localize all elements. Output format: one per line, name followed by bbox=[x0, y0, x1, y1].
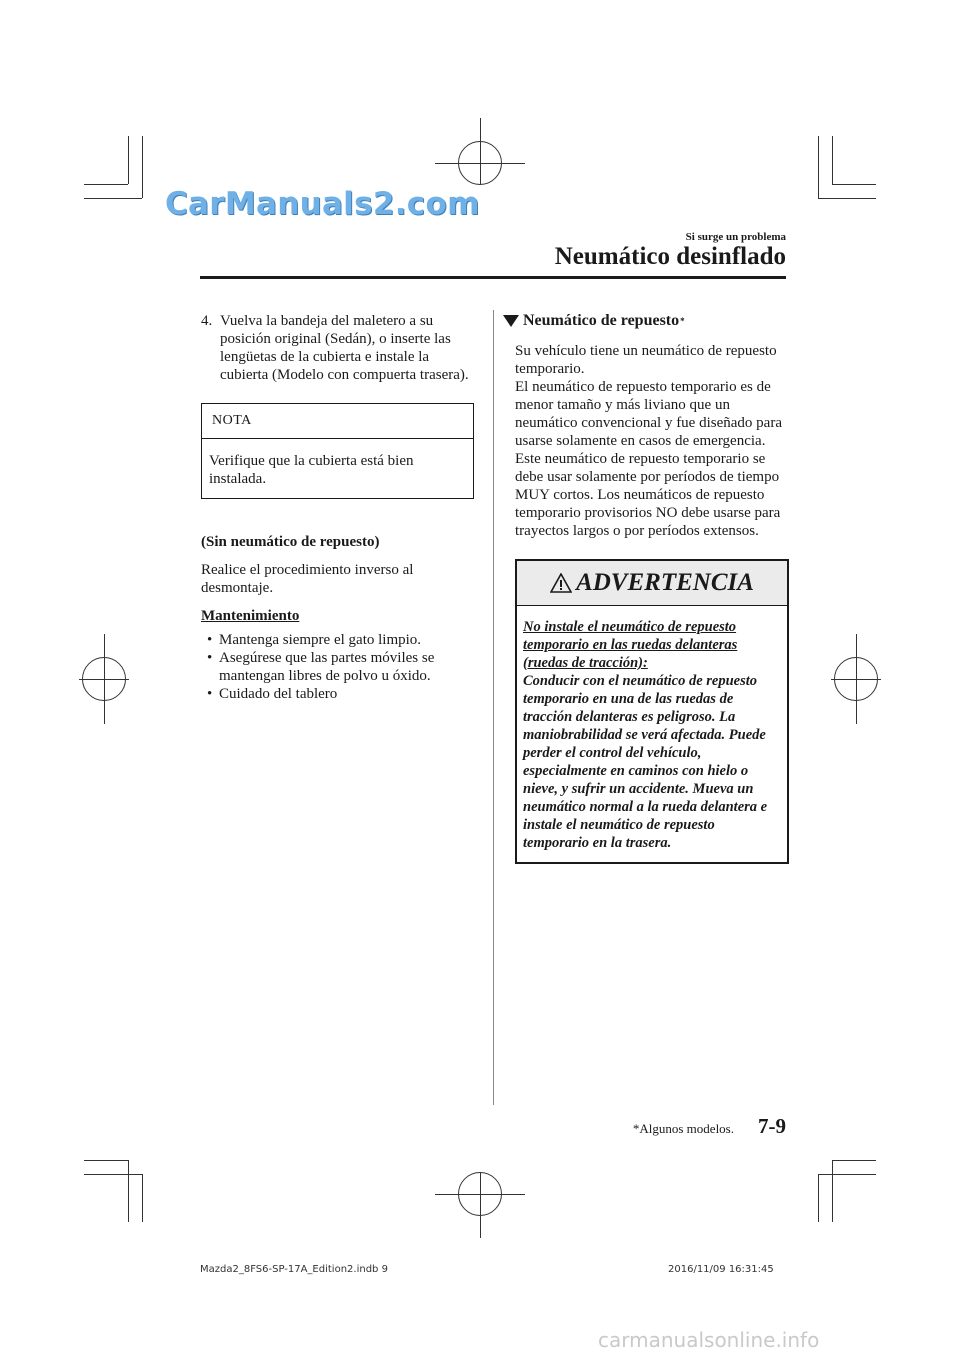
step-text: Vuelva la bandeja del maletero a su posición original (Sedán), o inserte las lengüetas de la cubierta e instale la cubierta (Modelo con compuerta trasera). bbox=[220, 313, 469, 383]
spare-tire-heading: Neumático de repuesto * bbox=[503, 312, 787, 330]
header-rule bbox=[200, 276, 786, 279]
step-4 bbox=[201, 312, 476, 384]
list-item: • Cuidado del tablero bbox=[207, 686, 338, 702]
column-divider bbox=[493, 310, 494, 1105]
watermark-logo: CarManuals2.com bbox=[165, 186, 480, 222]
warning-box bbox=[515, 559, 789, 864]
page-number: 7-9 bbox=[758, 1114, 786, 1138]
chapter-title: Si surge un problema bbox=[685, 231, 786, 243]
print-slug-date: 2016/11/09 16:31:45 bbox=[668, 1264, 774, 1275]
warning-header bbox=[517, 561, 787, 606]
no-spare-heading: (Sin neumático de repuesto) bbox=[201, 534, 380, 550]
warning-text: Conducir con el neumático de repuesto temporario en una de las ruedas de tracción delanteras es peligroso. La maniobrabilidad se verá afectada. Puede perder el control del vehículo, especialmente en caminos con hielo o nieve, y sufrir un accidente. Mueva un neumático normal a la rueda delantera e instale el neumático de repuesto temporario en la trasera. bbox=[523, 673, 768, 851]
note-box bbox=[201, 403, 474, 499]
step-number: 4. bbox=[201, 313, 213, 329]
spare-tire-body: Su vehículo tiene un neumático de repuesto temporario. El neumático de repuesto temporario es de menor tamaño y más liviano que un neumático convencional y fue diseñado para usarse solamente en casos de emergencia. Este neumático de repuesto temporario se debe usar solamente por períodos de tiempo MUY cortos. Los neumáticos de repuesto temporario provisorios NO debe usarse para trayectos largos o por períodos extensos. bbox=[515, 343, 782, 539]
maintenance-list bbox=[201, 631, 476, 703]
left-column bbox=[201, 312, 476, 703]
footnote: *Algunos modelos. bbox=[632, 1121, 734, 1136]
maintenance-heading: Mantenimiento bbox=[201, 608, 300, 624]
triangle-down-icon bbox=[503, 315, 519, 327]
note-text: Verifique que la cubierta está bien instalada. bbox=[209, 453, 414, 487]
list-item: • Mantenga siempre el gato limpio. bbox=[207, 632, 422, 648]
print-slug-file: Mazda2_8FS6-SP-17A_Edition2.indb 9 bbox=[200, 1264, 388, 1275]
warning-lead: No instale el neumático de repuesto temporario en las ruedas delanteras (ruedas de tracción): bbox=[523, 619, 738, 671]
site-watermark: carmanualsonline.info bbox=[598, 1328, 820, 1352]
warning-triangle-icon bbox=[550, 573, 572, 593]
warning-body bbox=[517, 606, 787, 862]
note-title: NOTA bbox=[202, 404, 473, 439]
some-models-mark: * bbox=[680, 316, 685, 326]
warning-title: ADVERTENCIA bbox=[576, 569, 754, 596]
no-spare-text: Realice el procedimiento inverso al desmontaje. bbox=[201, 562, 414, 596]
list-item: • Asegúrese que las partes móviles se mantengan libres de polvo u óxido. bbox=[207, 650, 435, 684]
right-column bbox=[515, 312, 787, 864]
section-title: Neumático desinflado bbox=[554, 243, 786, 270]
